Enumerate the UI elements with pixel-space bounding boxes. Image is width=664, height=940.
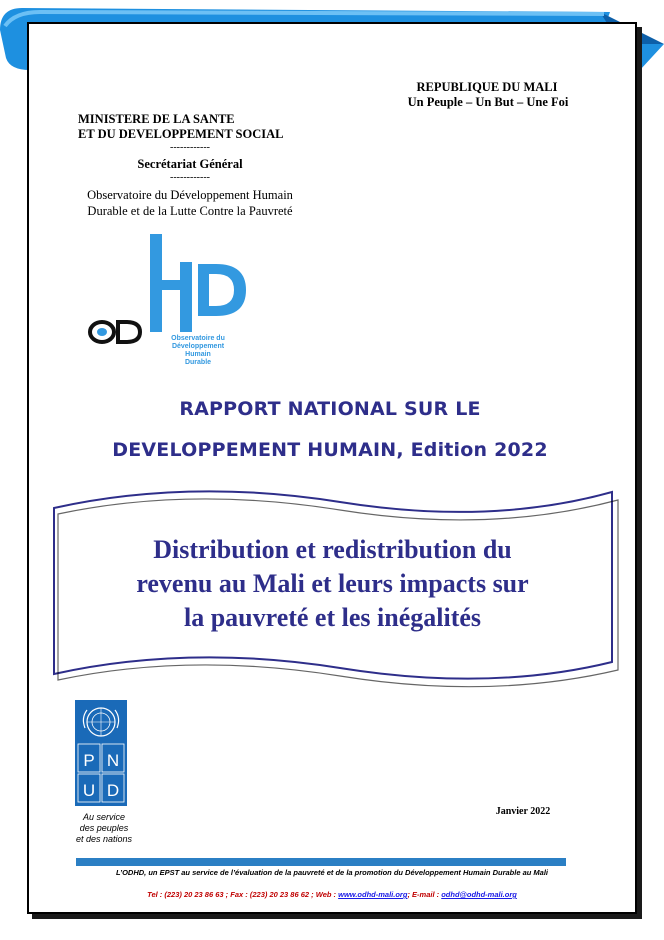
republic-motto: Un Peuple – Un But – Une Foi [407, 95, 569, 109]
pnud-caption [70, 812, 138, 845]
footer-fax: Fax : (223) 20 23 86 62 ; [230, 890, 314, 899]
pnud-letter: U [82, 781, 96, 800]
pnud-letter: N [106, 751, 120, 770]
odhd-logo [88, 232, 258, 382]
footer-email-label: E-mail : [412, 890, 440, 899]
footer-bar [76, 858, 566, 866]
separator: ------------ [170, 142, 210, 153]
secretariat-general: Secrétariat Général [137, 157, 243, 171]
footer-tel: Tel : (223) 20 23 86 63 ; [147, 890, 229, 899]
logo-caption-line: Observatoire du [171, 335, 225, 342]
title-line1: Distribution et redistribution du [153, 535, 512, 564]
logo-caption-line: Humain [185, 351, 211, 358]
pnud-logo [75, 700, 127, 806]
observatory-line2: Durable et de la Lutte Contre la Pauvreté [87, 204, 293, 218]
title-line3: la pauvreté et les inégalités [183, 603, 482, 632]
ministry-line2: ET DU DEVELOPPEMENT SOCIAL [78, 127, 284, 141]
footer-description: L’ODHD, un EPST au service de l’évaluation de la pauvreté et de la promotion du Développement Humain Durable au Mali [115, 868, 549, 877]
title-line2: revenu au Mali et leurs impacts sur [136, 569, 529, 598]
footer-web-label: Web : [315, 890, 337, 899]
republic-title: REPUBLIQUE DU MALI [416, 80, 558, 94]
pnud-letter: D [106, 781, 120, 800]
logo-caption-line: Développement [171, 343, 225, 350]
observatory-line1: Observatoire du Développement Humain [87, 188, 293, 202]
report-heading-line1: RAPPORT NATIONAL SUR LE [179, 398, 481, 420]
pnud-caption-line: et des nations [75, 834, 133, 844]
publication-date: Janvier 2022 [495, 806, 551, 817]
ministry-line1: MINISTERE DE LA SANTE [78, 112, 235, 126]
document-title [60, 533, 605, 635]
footer-contact: Tel : (223) 20 23 86 63 ; Fax : (223) 20 23 86 62 ; Web : www.odhd-mali.org; E-mail : odhd@odhd-mali.org [147, 890, 517, 899]
report-heading-line2: DEVELOPPEMENT HUMAIN, Edition 2022 [112, 439, 548, 461]
footer-web-link[interactable]: www.odhd-mali.org [338, 890, 408, 899]
pnud-letter: P [83, 751, 95, 770]
pnud-caption-line: des peuples [79, 823, 129, 833]
separator: ------------ [170, 172, 210, 183]
logo-caption-line: Durable [184, 359, 212, 366]
footer-email-link[interactable]: odhd@odhd-mali.org [441, 890, 517, 899]
pnud-caption-line: Au service [82, 812, 126, 822]
